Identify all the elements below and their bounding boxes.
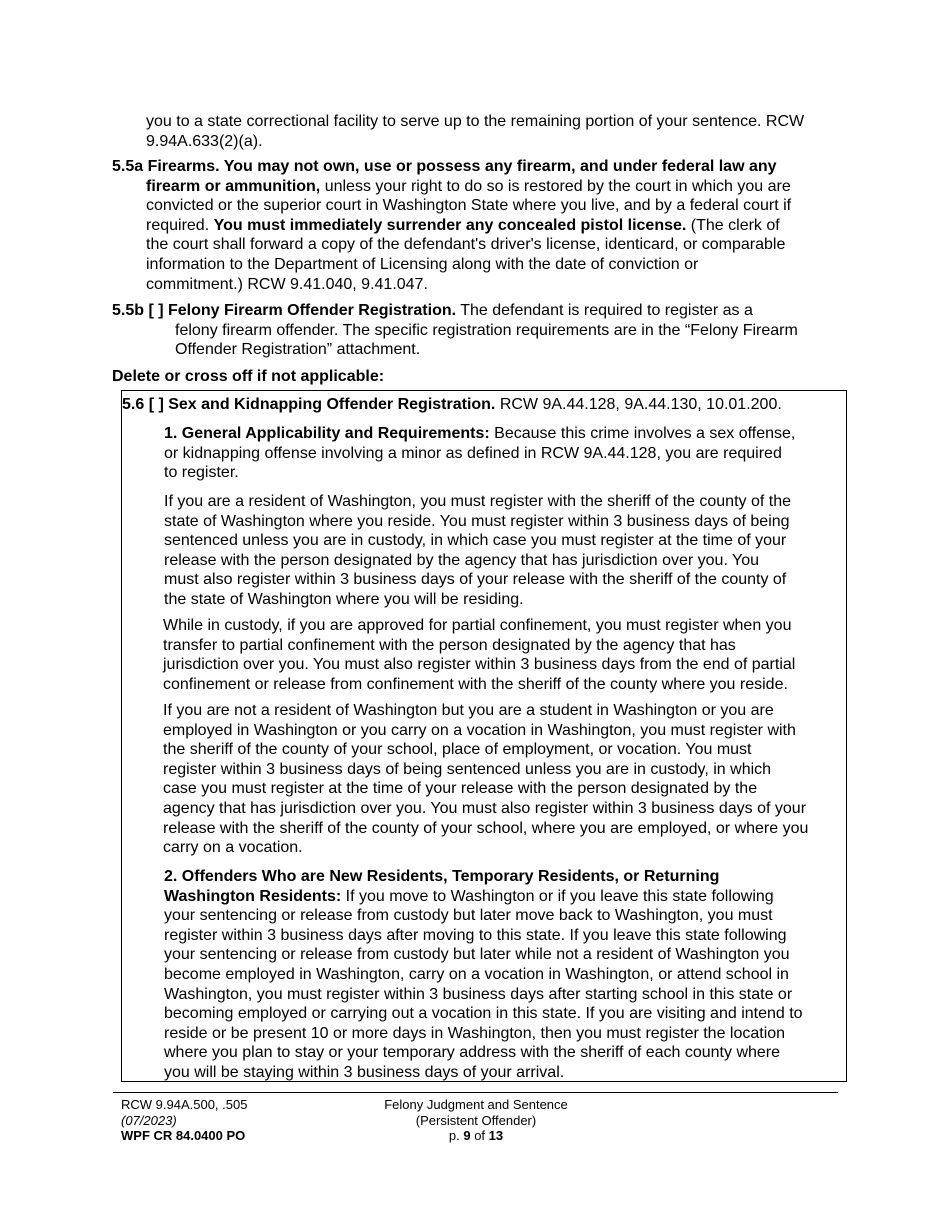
line: agency that has jurisdiction over you. You must also register within 3 business days of your — [163, 799, 807, 817]
line: register within 3 business days after moving to this state. If you leave this state following — [164, 926, 787, 944]
footer-date: (07/2023) — [121, 1112, 177, 1128]
section-5-5a — [112, 157, 852, 294]
page-number: p. 9 of 13 — [448, 1128, 504, 1144]
line: or kidnapping offense involving a minor as defined in RCW 9A.44.128, you are required — [164, 444, 782, 462]
line: Washington, you must register within 3 business days after starting school in this state or — [164, 985, 793, 1003]
line: state of Washington where you reside. You must register within 3 business days of being — [164, 512, 790, 530]
section-5-6-para-5 — [164, 867, 842, 1083]
line: jurisdiction over you. You must also register within 3 business days from the end of partial — [163, 656, 796, 674]
line: felony firearm offender. The specific registration requirements are in the “Felony Firearm — [175, 321, 798, 339]
footer-rcw: RCW 9.94A.500, .505 — [121, 1097, 248, 1112]
line: If you are not a resident of Washington but you are a student in Washington or you are — [163, 702, 774, 719]
line: Washington Residents: If you move to Washington or if you leave this state following — [164, 887, 774, 905]
section-5-6-para-1 — [164, 424, 840, 483]
section-5-5b — [112, 301, 852, 360]
line: 9.94A.633(2)(a). — [146, 132, 263, 150]
line: register within 3 business days of being sentenced unless you are in custody, in which — [163, 760, 772, 778]
line: commitment.) RCW 9.41.040, 9.41.047. — [146, 275, 428, 293]
line: 5.5b [ ] Felony Firearm Offender Registration. The defendant is required to register as a — [112, 302, 753, 319]
line: to register. — [164, 464, 239, 482]
line: must also register within 3 business days of your release with the sheriff of the county of — [164, 571, 787, 589]
footer-divider — [113, 1092, 838, 1093]
section-5-5b-heading: 5.5b [ ] Felony Firearm Offender Registration. — [112, 302, 457, 319]
line: carry on a vocation. — [163, 839, 303, 857]
line: reside or be present 10 or more days in Washington, then you must register the location — [164, 1024, 786, 1042]
footer-left — [121, 1097, 247, 1144]
line: the state of Washington where you will be residing. — [164, 590, 524, 608]
section-5-6-para-3 — [163, 616, 841, 694]
section-5-6-para-2 — [164, 492, 842, 610]
line: confinement or release from confinement with the sheriff of the county where you reside. — [163, 675, 788, 693]
line: sentenced unless you are in custody, in which case you must register at the time of your — [164, 532, 787, 550]
line: information to the Department of Licensing along with the date of conviction or — [146, 255, 699, 273]
line: Offender Registration” attachment. — [175, 341, 421, 359]
line: release with the person designated by the agency that has jurisdiction over you. You — [164, 551, 760, 569]
line: If you are a resident of Washington, you must register with the sheriff of the county of the — [164, 493, 791, 510]
section-5-6-heading: 5.6 [ ] Sex and Kidnapping Offender Registration. — [122, 396, 496, 413]
footer-subtitle: (Persistent Offender) — [415, 1112, 537, 1128]
line: the court shall forward a copy of the defendant's driver's license, identicard, or comparable — [146, 236, 786, 254]
line: case you must register at the time of your release with the person designated by the — [163, 780, 758, 798]
line: becoming employed or carrying out a vocation in this state. If you are visiting and intend to — [164, 1005, 803, 1023]
line: transfer to partial confinement with the person designated by the agency that has — [163, 636, 736, 654]
line: 1. General Applicability and Requirements: Because this crime involves a sex offense, — [164, 425, 796, 442]
line: you to a state correctional facility to serve up to the remaining portion of your sentence. RCW — [146, 113, 805, 130]
line: firearm or ammunition, unless your right to do so is restored by the court in which you are — [146, 177, 791, 195]
continuation-text — [146, 112, 846, 151]
footer-title: Felony Judgment and Sentence — [384, 1097, 568, 1112]
line: release with the sheriff of the county of your school, where you are employed, or where you — [163, 819, 809, 837]
line: your sentencing or release from custody but later move back to Washington, you must — [164, 907, 773, 925]
line: become employed in Washington, carry on a vocation in Washington, or attend school in — [164, 965, 789, 983]
line: your sentencing or release from custody but later while not a resident of Washington you — [164, 946, 790, 964]
footer-form-number: WPF CR 84.0400 PO — [121, 1128, 246, 1144]
line: 2. Offenders Who are New Residents, Temporary Residents, or Returning — [164, 868, 720, 885]
section-5-6-para-4 — [163, 701, 843, 858]
section-5-5a-heading: 5.5a Firearms. You may not own, use or possess any firearm, and under federal law any — [112, 158, 777, 175]
line: where you plan to stay or your temporary address with the sheriff of each county where — [164, 1044, 781, 1062]
line: convicted or the superior court in Washington State where you live, and by a federal court if — [146, 197, 792, 215]
delete-instruction: Delete or cross off if not applicable: — [112, 368, 385, 385]
line: the sheriff of the county of your school, place of employment, or vocation. You must — [163, 741, 752, 759]
line: While in custody, if you are approved for partial confinement, you must register when you — [163, 617, 792, 634]
line: employed in Washington or you carry on a vocation in Washington, you must register with — [163, 721, 796, 739]
section-5-6-heading-line: 5.6 [ ] Sex and Kidnapping Offender Registration. RCW 9A.44.128, 9A.44.130, 10.01.200. — [122, 396, 782, 413]
footer-center — [376, 1097, 576, 1144]
line: you will be staying within 3 business days of your arrival. — [164, 1063, 565, 1081]
line: required. You must immediately surrender any concealed pistol license. (The clerk of — [146, 216, 780, 234]
